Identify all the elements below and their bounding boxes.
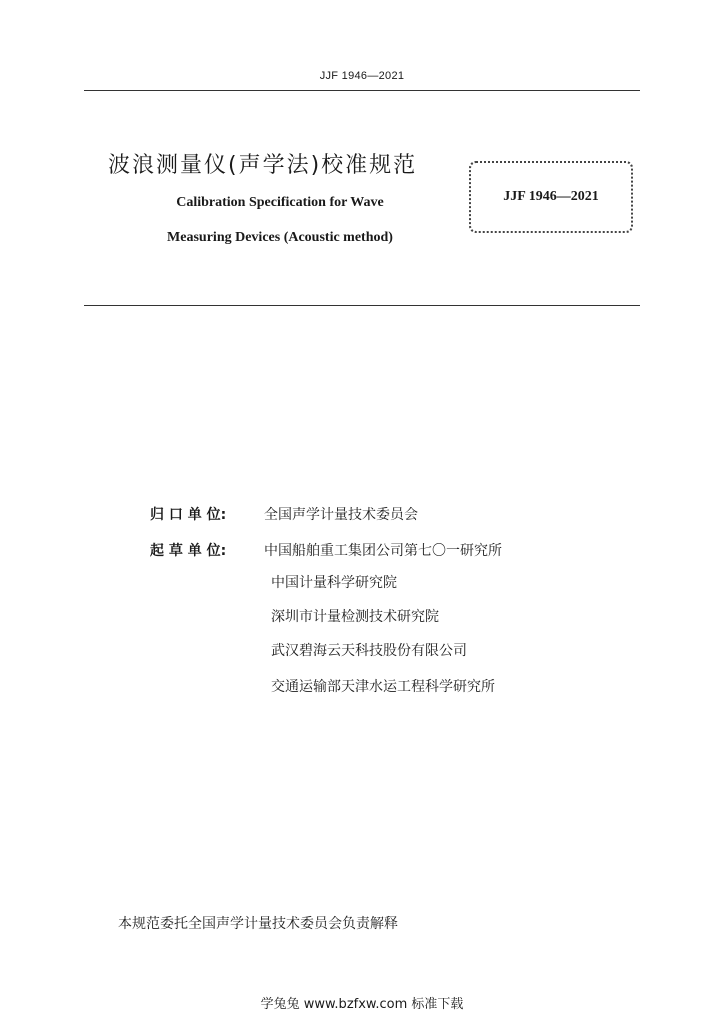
drafting-unit-row — [150, 540, 502, 560]
footer-watermark: 学兔兔 www.bzfxw.com 标准下载 — [260, 997, 464, 1012]
drafting-unit-4: 武汉碧海云天科技股份有限公司 — [271, 643, 467, 659]
drafting-unit-5: 交通运输部天津水运工程科学研究所 — [271, 679, 495, 695]
drafting-unit-3: 深圳市计量检测技术研究院 — [271, 609, 439, 625]
title-english-line1: Calibration Specification for Wave — [176, 195, 384, 210]
interpretation-note: 本规范委托全国声学计量技术委员会负责解释 — [118, 916, 398, 932]
standard-code-box — [469, 161, 633, 233]
title-divider — [84, 305, 640, 306]
responsible-unit-value: 全国声学计量技术委员会 — [264, 507, 418, 523]
standard-code: JJF 1946—2021 — [503, 189, 599, 204]
drafting-unit-1: 中国船舶重工集团公司第七〇一研究所 — [264, 543, 502, 559]
responsible-unit-row — [150, 504, 418, 524]
title-chinese: 波浪测量仪(声学法)校准规范 — [108, 153, 418, 178]
drafting-unit-label: 起 草 单 位: — [150, 543, 227, 559]
responsible-unit-label: 归 口 单 位: — [150, 507, 227, 523]
title-english-line2: Measuring Devices (Acoustic method) — [167, 230, 393, 245]
drafting-unit-2: 中国计量科学研究院 — [271, 575, 397, 591]
header-standard-code: JJF 1946—2021 — [319, 70, 405, 82]
header-divider — [84, 90, 640, 91]
